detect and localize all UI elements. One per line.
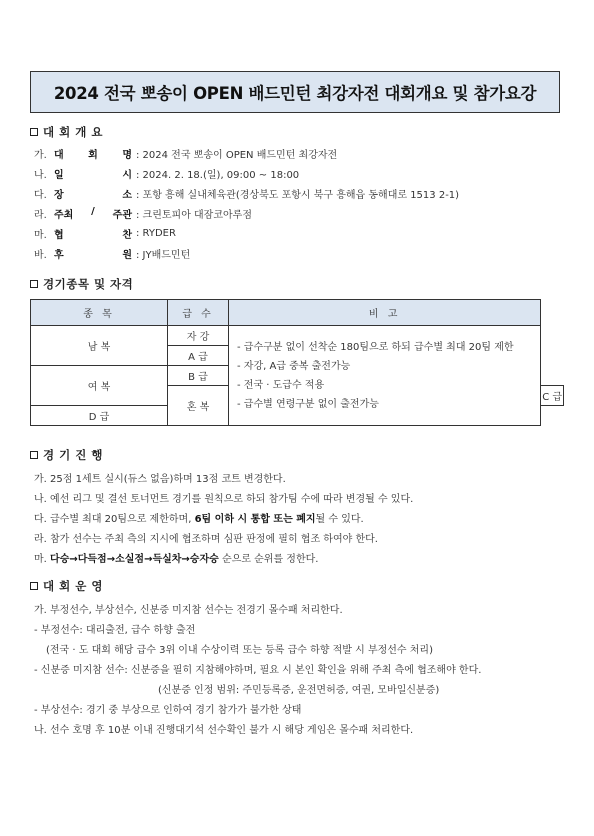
table-header-row xyxy=(31,300,564,326)
checkbox-square-icon xyxy=(30,128,38,136)
progress-line: 다. 급수별 최대 20팀으로 제한하며, 6팀 이하 시 통합 또는 폐지될 수 있다. xyxy=(34,514,364,525)
overview-item: 다. 장 소 : 포항 흥해 실내체육관(경상북도 포항시 북구 흥해읍 동해대로 1513 2-1) xyxy=(34,186,459,201)
table-cell: 여 복 xyxy=(31,366,168,406)
table-cell: 혼 복 xyxy=(168,386,229,426)
events-table xyxy=(30,299,564,426)
checkbox-square-icon xyxy=(30,451,38,459)
section-title: 경기종목 및 자격 xyxy=(43,277,134,291)
overview-item: 라. 주최 / 주관 : 크린토피아 대잠코아루점 xyxy=(34,206,252,221)
progress-line: 마. 다승→다득점→소실점→득실차→승자승 순으로 순위를 정한다. xyxy=(34,554,319,565)
overview-item: 마. 협 찬 : RYDER xyxy=(34,228,176,241)
table-header: 비 고 xyxy=(229,300,541,326)
checkbox-square-icon xyxy=(30,582,38,590)
operation-line: 가. 부정선수, 부상선수, 신분증 미지참 선수는 전경기 몰수패 처리한다. xyxy=(34,605,343,616)
overview-label: 대 회 명 xyxy=(54,150,132,161)
table-cell: 자 강 xyxy=(168,326,229,346)
table-cell: 남 복 xyxy=(31,326,168,366)
table-header: 급 수 xyxy=(168,300,229,326)
overview-label: 장 소 xyxy=(54,190,132,201)
overview-item: 바. 후 원 : JY배드민턴 xyxy=(34,246,190,261)
overview-item: 나. 일 시 : 2024. 2. 18.(일), 09:00 ~ 18:00 xyxy=(34,166,299,181)
operation-line: 나. 선수 호명 후 10분 이내 진행대기석 선수확인 불가 시 해당 게임은 몰수패 처리한다. xyxy=(34,725,414,736)
table-row xyxy=(31,326,564,346)
overview-item: 가. 대 회 명 : 2024 전국 뽀송이 OPEN 배드민턴 최강자전 xyxy=(34,146,337,161)
document-title: 2024 전국 뽀송이 OPEN 배드민턴 최강자전 대회개요 및 참가요강 xyxy=(30,71,560,113)
operation-line: - 부정선수: 대리출전, 급수 하향 출전 xyxy=(34,625,196,636)
operation-line: (신분증 인정 범위: 주민등록증, 운전면허증, 여권, 모바일신분증) xyxy=(158,685,440,696)
operation-line: (전국 · 도 대회 해당 급수 3위 이내 수상이력 또는 등록 급수 하향 적발 시 부정선수 처리) xyxy=(46,645,433,656)
notes-cell: - 급수구분 없이 선착순 180팀으로 하되 급수별 최대 20팀 제한 - 자강, A급 중복 출전가능 - 전국 · 도급수 적용 - 급수별 연령구분 없이 출전가능 xyxy=(229,326,541,426)
overview-label: 주최 / 주관 xyxy=(54,206,132,221)
table-cell: A 급 xyxy=(168,346,229,366)
section-overview-heading xyxy=(30,124,103,140)
checkbox-square-icon xyxy=(30,280,38,288)
operation-line: - 부상선수: 경기 중 부상으로 인하여 경기 참가가 불가한 상태 xyxy=(34,705,302,716)
section-progress-heading xyxy=(30,447,103,463)
overview-label: 협 찬 xyxy=(54,230,132,241)
table-cell: B 급 xyxy=(168,366,229,386)
section-events-heading xyxy=(30,276,133,292)
table-cell: D 급 xyxy=(31,406,168,426)
progress-line: 가. 25점 1세트 실시(듀스 없음)하며 13점 코트 변경한다. xyxy=(34,474,286,485)
progress-line: 라. 참가 선수는 주최 측의 지시에 협조하며 심판 판정에 필히 협조 하여야 한다. xyxy=(34,534,378,545)
section-title: 대 회 개 요 xyxy=(43,125,103,139)
section-title: 대 회 운 영 xyxy=(43,579,103,593)
section-operation-heading xyxy=(30,578,103,594)
overview-label: 후 원 xyxy=(54,250,132,261)
table-header: 종 목 xyxy=(31,300,168,326)
table-cell: C 급 xyxy=(541,386,564,406)
overview-label: 일 시 xyxy=(54,170,132,181)
section-title: 경 기 진 행 xyxy=(43,448,103,462)
progress-line: 나. 예선 리그 및 결선 토너먼트 경기를 원칙으로 하되 참가팀 수에 따라 변경될 수 있다. xyxy=(34,494,414,505)
operation-line: - 신분증 미지참 선수: 신분증을 필히 지참해야하며, 필요 시 본인 확인을 위해 주최 측에 협조해야 한다. xyxy=(34,665,482,676)
